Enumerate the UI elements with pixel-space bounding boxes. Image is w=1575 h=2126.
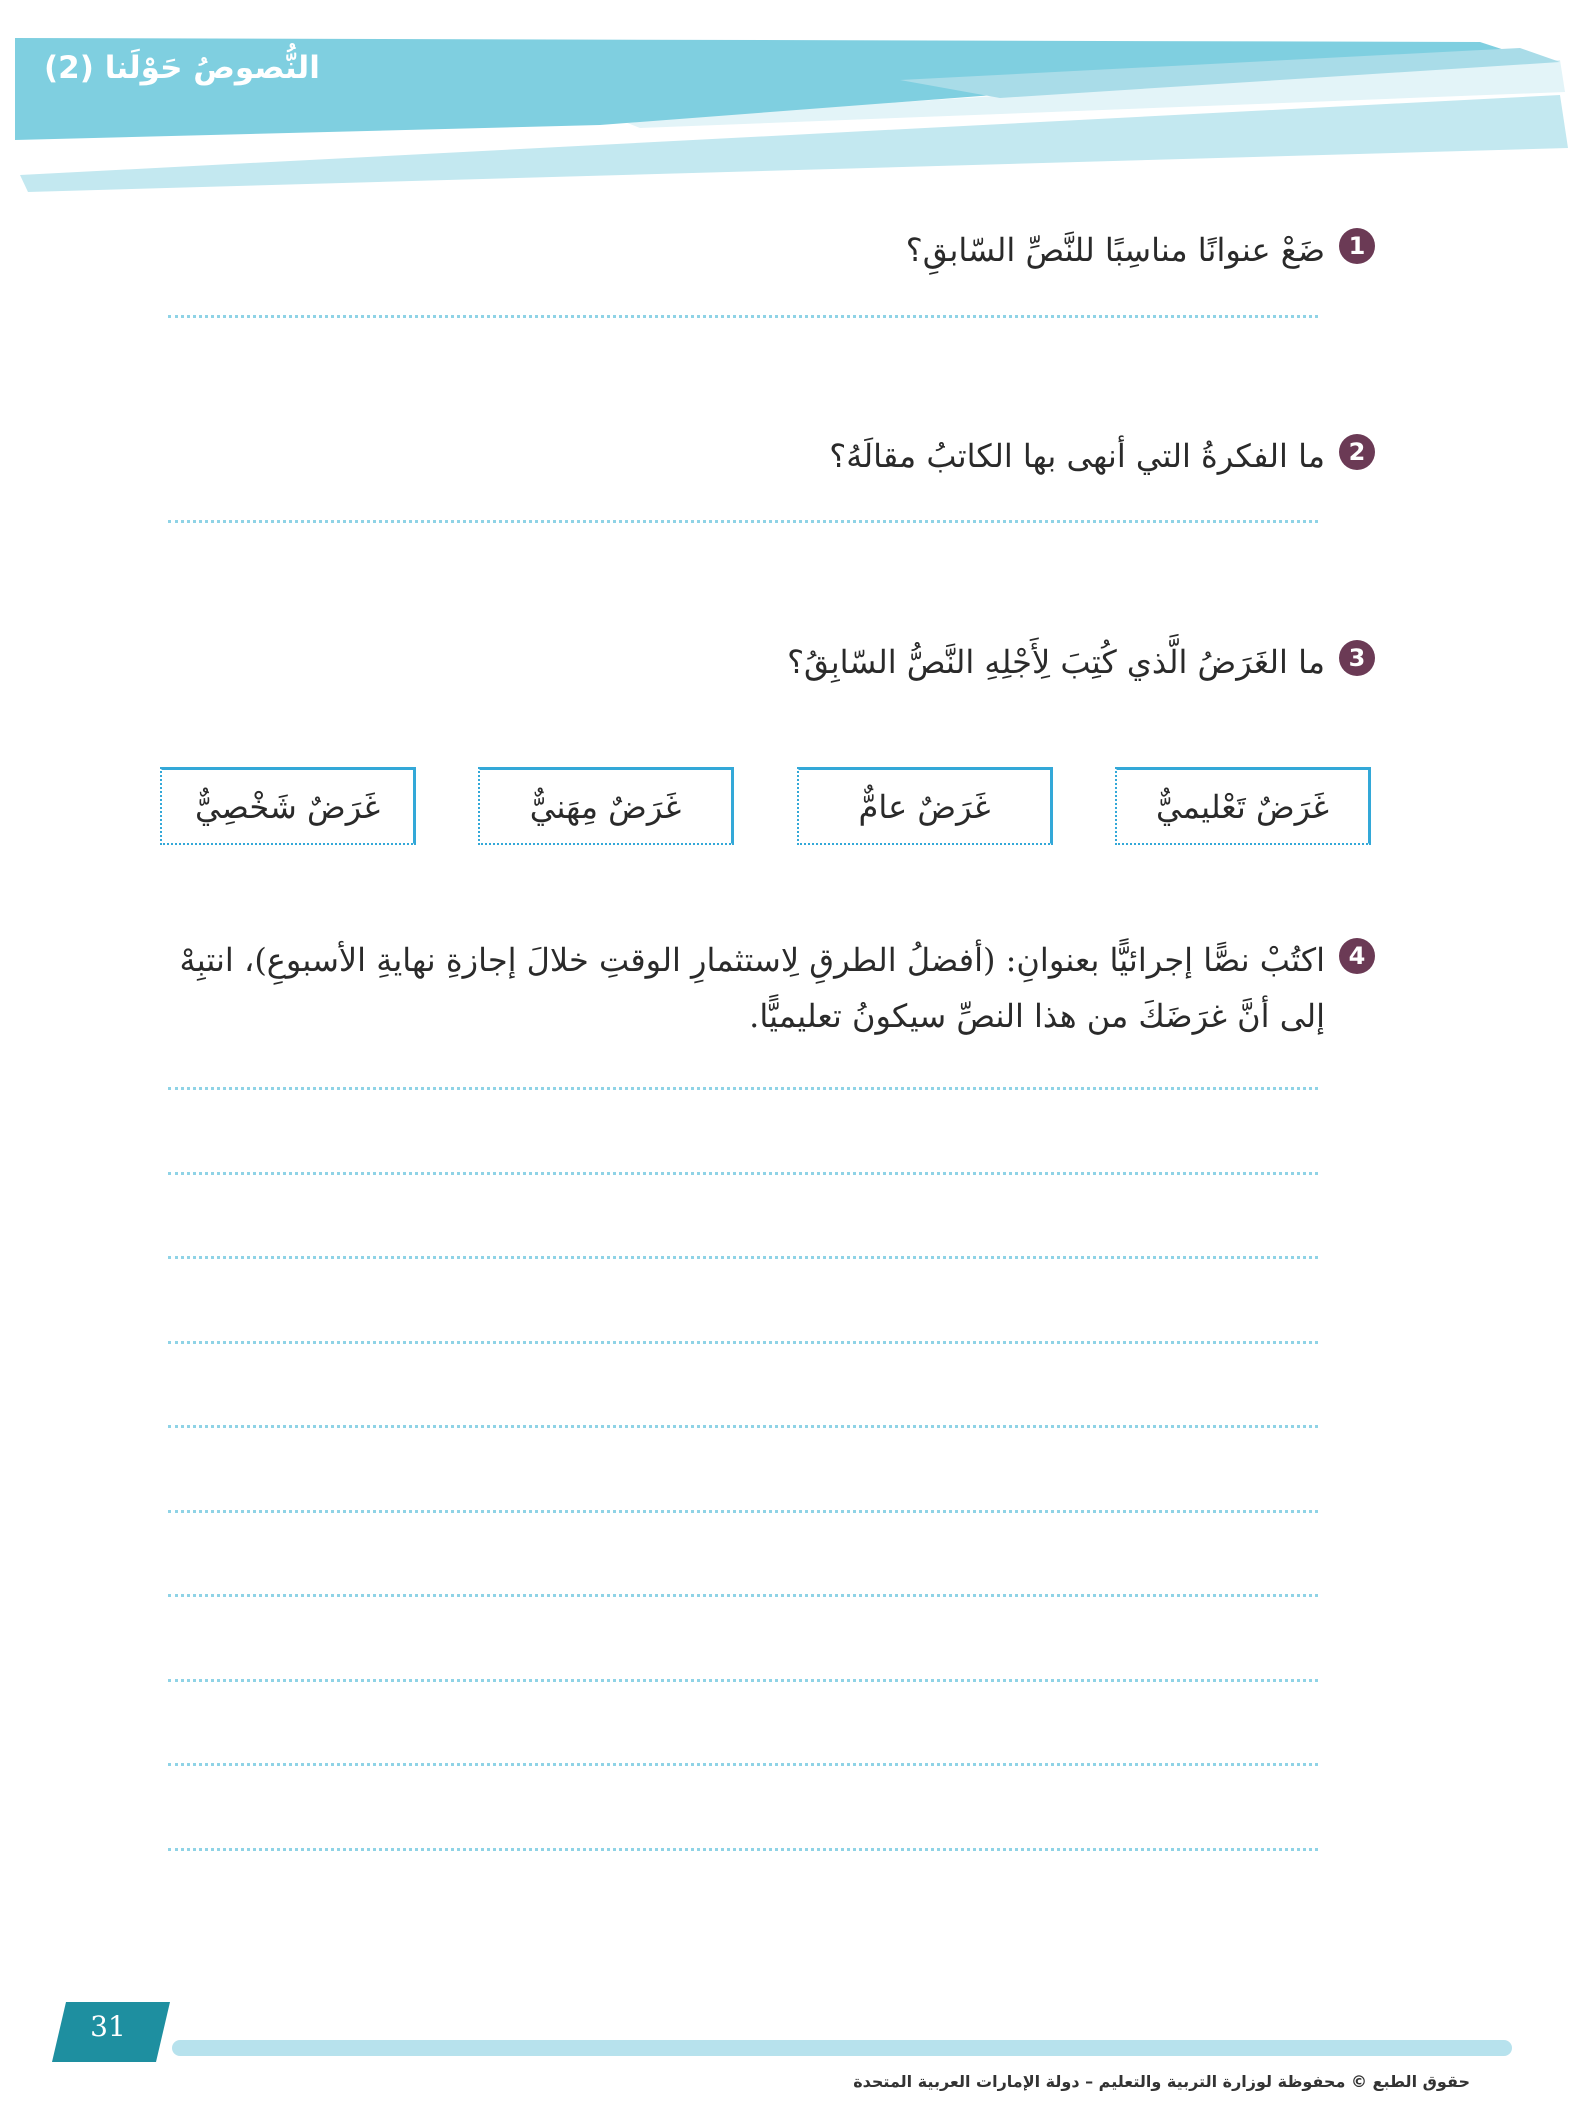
page-title: النُّصوصُ حَوْلَنا (2) bbox=[44, 50, 320, 86]
answer-line[interactable] bbox=[168, 1087, 1318, 1090]
question-2 bbox=[829, 428, 1375, 484]
answer-line[interactable] bbox=[168, 1341, 1318, 1344]
question-text: ما الفكرةُ التي أنهى بها الكاتبُ مقالَهُ؟ bbox=[829, 437, 1325, 475]
answer-line[interactable] bbox=[168, 1425, 1318, 1428]
option-personal[interactable]: غَرَضٌ شَخْصِيٌّ bbox=[160, 767, 416, 845]
footer-bar bbox=[172, 2040, 1512, 2056]
question-number-badge: 3 bbox=[1339, 640, 1375, 676]
question-3 bbox=[787, 634, 1375, 690]
question-number-badge: 4 bbox=[1339, 938, 1375, 974]
question-text: ضَعْ عنوانًا مناسِبًا للنَّصِّ السّابقِ؟ bbox=[905, 231, 1325, 269]
answer-line[interactable] bbox=[168, 1594, 1318, 1597]
option-educational[interactable]: غَرَضٌ تَعْليميٌّ bbox=[1115, 767, 1371, 845]
answer-line[interactable] bbox=[168, 1510, 1318, 1513]
answer-line[interactable] bbox=[168, 1848, 1318, 1851]
header-banner bbox=[0, 0, 1575, 200]
question-number-badge: 1 bbox=[1339, 228, 1375, 264]
option-general[interactable]: غَرَضٌ عامٌّ bbox=[797, 767, 1053, 845]
answer-line[interactable] bbox=[168, 315, 1318, 318]
answer-line[interactable] bbox=[168, 1172, 1318, 1175]
answer-line[interactable] bbox=[168, 1763, 1318, 1766]
answer-line[interactable] bbox=[168, 1256, 1318, 1259]
question-number-badge: 2 bbox=[1339, 434, 1375, 470]
question-text: ما الغَرَضُ الَّذي كُتِبَ لِأَجْلِهِ النَّصُّ السّابِقُ؟ bbox=[787, 643, 1325, 681]
answer-line[interactable] bbox=[168, 520, 1318, 523]
question-4 bbox=[150, 932, 1375, 1044]
question-text: اكتُبْ نصًّا إجرائيًّا بعنوانِ: (أفضلُ الطرقِ لِاستثمارِ الوقتِ خلالَ إجازةِ نهايةِ الأسبوعِ)، انتبِهْ إلى أنَّ غرَضَكَ من هذا النصِّ سيكونُ تعليميًّا. bbox=[179, 941, 1325, 1035]
option-professional[interactable]: غَرَضٌ مِهَنيٌّ bbox=[478, 767, 734, 845]
question-1 bbox=[906, 222, 1375, 278]
copyright-notice: حقوق الطبع © محفوظة لوزارة التربية والتعليم – دولة الإمارات العربية المتحدة bbox=[853, 2072, 1470, 2091]
page-number: 31 bbox=[90, 2010, 126, 2043]
answer-line[interactable] bbox=[168, 1679, 1318, 1682]
